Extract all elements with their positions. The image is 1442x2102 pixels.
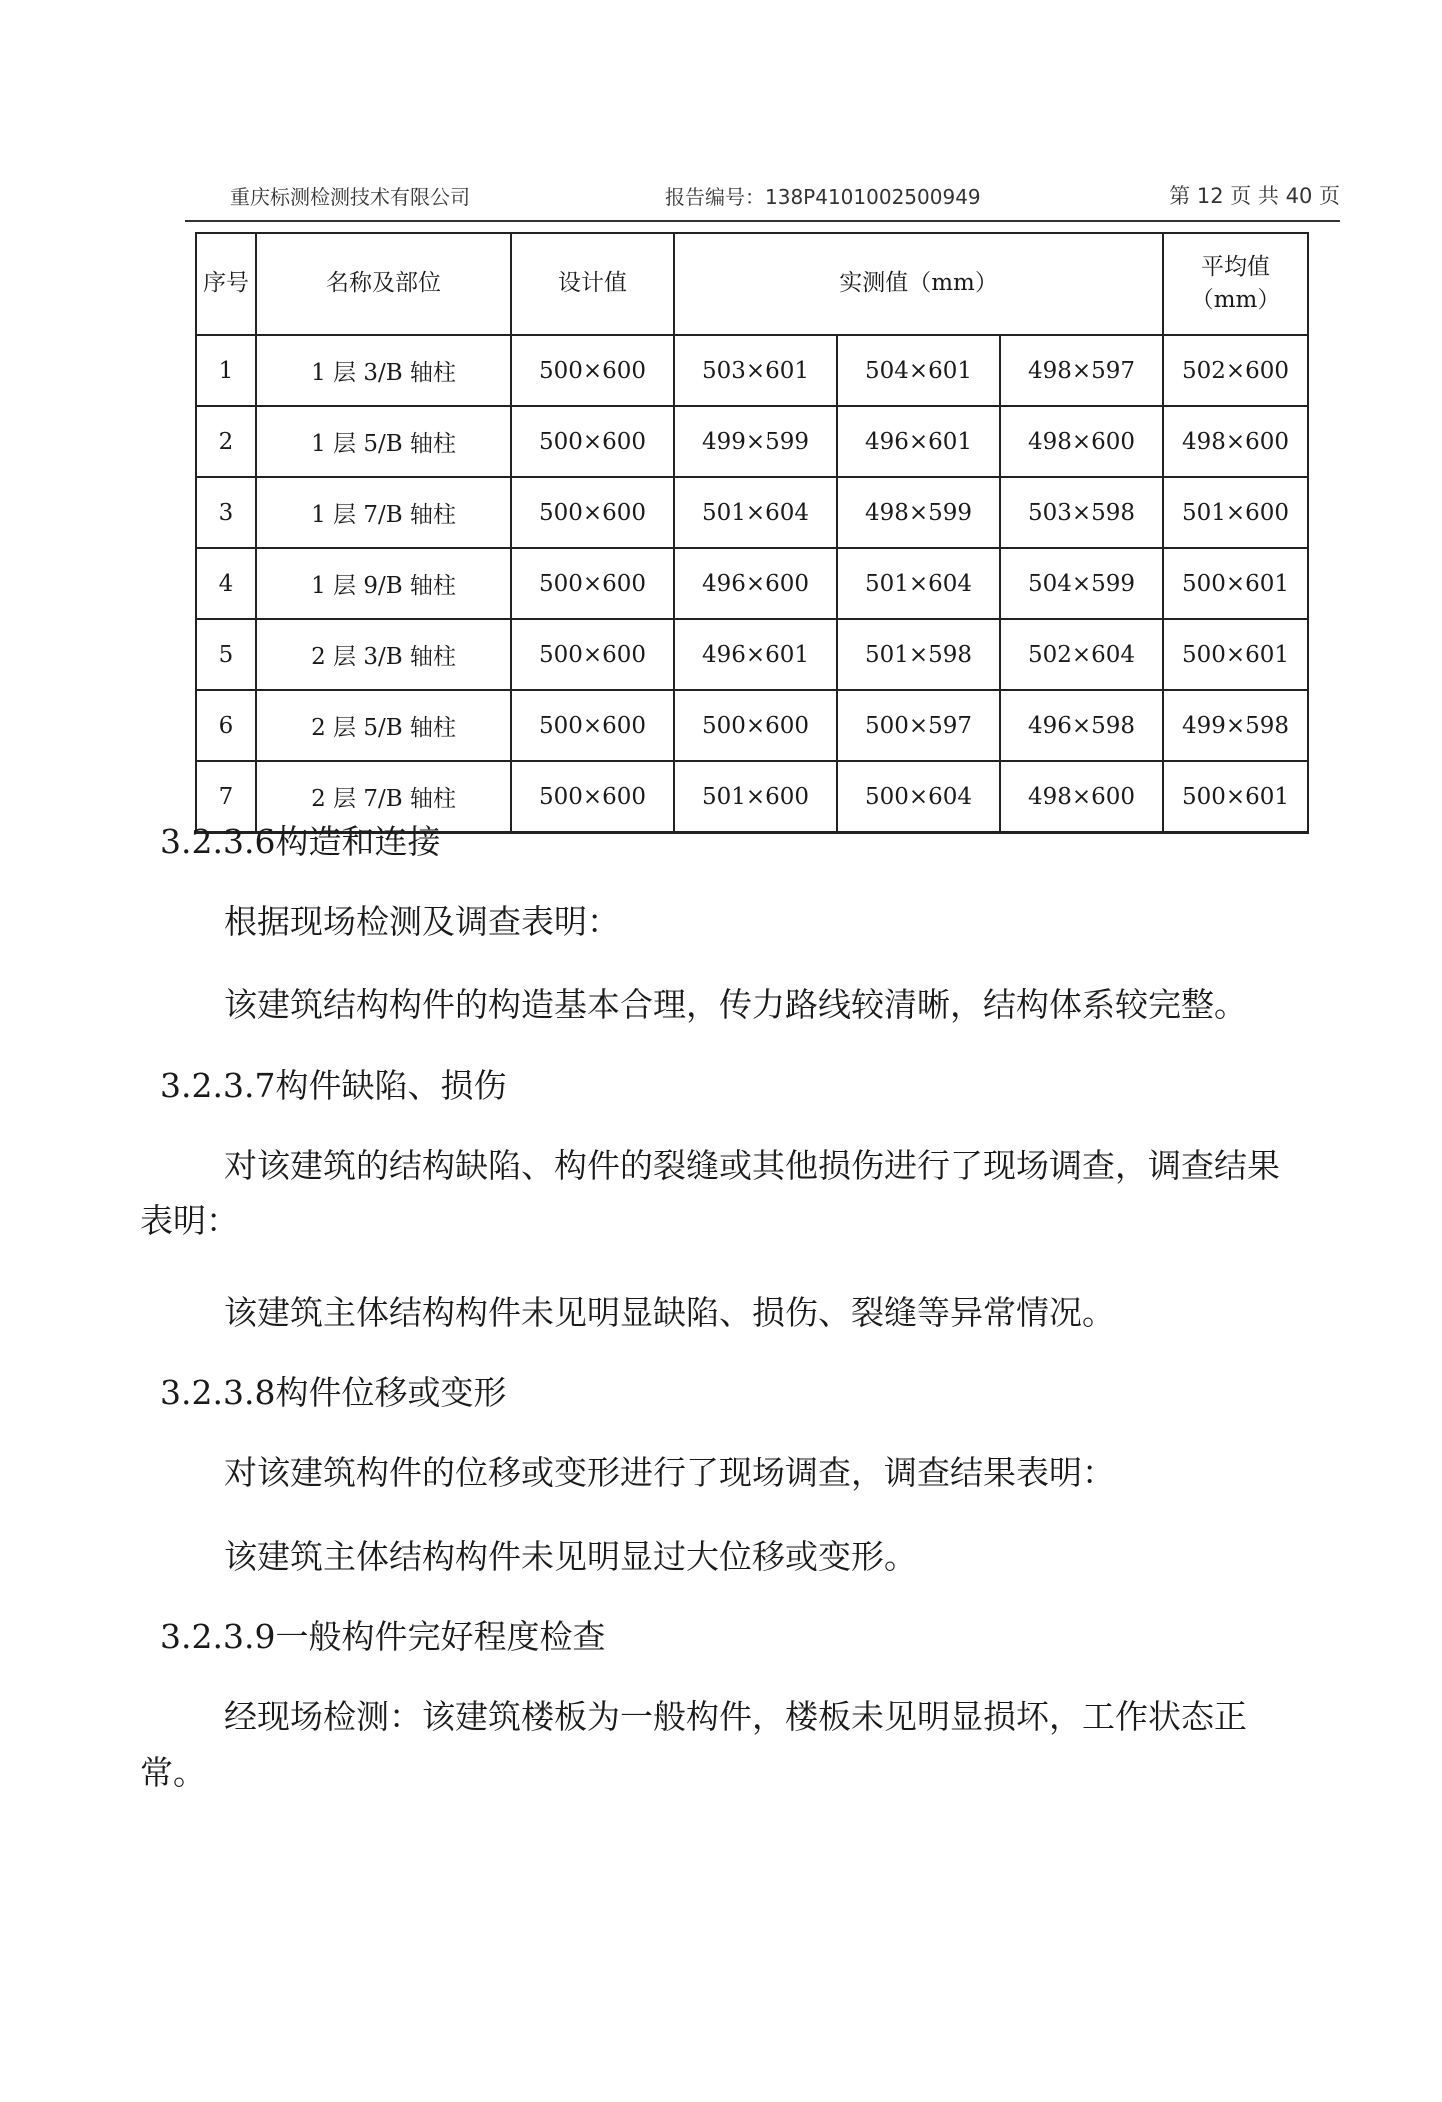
report-number: 报告编号：138P4101002500949 bbox=[665, 185, 981, 209]
report-body bbox=[140, 822, 1310, 1836]
header-average bbox=[1163, 233, 1308, 335]
cell-measured-1: 499×599 bbox=[674, 406, 837, 477]
cell-average: 500×601 bbox=[1163, 548, 1308, 619]
table-row bbox=[196, 406, 1308, 477]
section-title-3-2-3-6: 3.2.3.6构造和连接 bbox=[160, 822, 441, 861]
paragraph: 该建筑主体结构构件未见明显缺陷、损伤、裂缝等异常情况。 bbox=[224, 1292, 1115, 1332]
cell-name: 1 层 5/B 轴柱 bbox=[256, 406, 511, 477]
table-row bbox=[196, 619, 1308, 690]
cell-design: 500×600 bbox=[511, 619, 674, 690]
cell-name: 1 层 7/B 轴柱 bbox=[256, 477, 511, 548]
cell-seq: 7 bbox=[196, 761, 256, 833]
cell-measured-3: 496×598 bbox=[1000, 690, 1163, 761]
cell-measured-3: 503×598 bbox=[1000, 477, 1163, 548]
cell-measured-1: 496×601 bbox=[674, 619, 837, 690]
cell-average: 500×601 bbox=[1163, 619, 1308, 690]
cell-measured-1: 496×600 bbox=[674, 548, 837, 619]
cell-measured-2: 498×599 bbox=[837, 477, 1000, 548]
cell-measured-2: 501×598 bbox=[837, 619, 1000, 690]
section-title-3-2-3-7: 3.2.3.7构件缺陷、损伤 bbox=[160, 1065, 507, 1105]
header-average-line2: （mm） bbox=[1190, 287, 1281, 313]
cell-measured-3: 498×600 bbox=[1000, 406, 1163, 477]
paragraph: 经现场检测：该建筑楼板为一般构件，楼板未见明显损坏，工作状态正常。 bbox=[140, 1697, 1247, 1792]
cell-seq: 1 bbox=[196, 335, 256, 406]
measurement-table bbox=[195, 232, 1309, 834]
cell-average: 501×600 bbox=[1163, 477, 1308, 548]
cell-design: 500×600 bbox=[511, 335, 674, 406]
header-seq-label: 序号 bbox=[203, 270, 249, 297]
header-name: 名称及部位 bbox=[256, 233, 511, 335]
cell-design: 500×600 bbox=[511, 761, 674, 833]
paragraph: 该建筑结构构件的构造基本合理，传力路线较清晰，结构体系较完整。 bbox=[224, 985, 1247, 1025]
cell-measured-1: 503×601 bbox=[674, 335, 837, 406]
cell-name: 2 层 5/B 轴柱 bbox=[256, 690, 511, 761]
paragraph: 对该建筑构件的位移或变形进行了现场调查，调查结果表明： bbox=[224, 1453, 1115, 1493]
cell-design: 500×600 bbox=[511, 690, 674, 761]
cell-measured-2: 504×601 bbox=[837, 335, 1000, 406]
cell-design: 500×600 bbox=[511, 477, 674, 548]
page-number: 第 12 页 共 40 页 bbox=[1169, 184, 1340, 208]
cell-average: 500×601 bbox=[1163, 761, 1308, 833]
cell-measured-2: 500×604 bbox=[837, 761, 1000, 833]
cell-seq: 3 bbox=[196, 477, 256, 548]
cell-name: 1 层 9/B 轴柱 bbox=[256, 548, 511, 619]
header-seq bbox=[196, 233, 256, 335]
cell-seq: 5 bbox=[196, 619, 256, 690]
cell-seq: 2 bbox=[196, 406, 256, 477]
cell-measured-1: 500×600 bbox=[674, 690, 837, 761]
table-row bbox=[196, 335, 1308, 406]
cell-measured-3: 498×597 bbox=[1000, 335, 1163, 406]
cell-measured-2: 496×601 bbox=[837, 406, 1000, 477]
cell-seq: 4 bbox=[196, 548, 256, 619]
cell-measured-3: 502×604 bbox=[1000, 619, 1163, 690]
table-row bbox=[196, 477, 1308, 548]
header-average-line1: 平均值 bbox=[1201, 253, 1271, 280]
paragraph: 对该建筑的结构缺陷、构件的裂缝或其他损伤进行了现场调查，调查结果表明： bbox=[140, 1145, 1280, 1241]
header-measured: 实测值（mm） bbox=[674, 233, 1163, 335]
header-design: 设计值 bbox=[511, 233, 674, 335]
cell-name: 1 层 3/B 轴柱 bbox=[256, 335, 511, 406]
section-title-3-2-3-8: 3.2.3.8构件位移或变形 bbox=[160, 1373, 507, 1413]
table-row bbox=[196, 690, 1308, 761]
cell-name: 2 层 3/B 轴柱 bbox=[256, 619, 511, 690]
cell-measured-3: 504×599 bbox=[1000, 548, 1163, 619]
section-title-3-2-3-9: 3.2.3.9一般构件完好程度检查 bbox=[160, 1617, 606, 1657]
paragraph: 该建筑主体结构构件未见明显过大位移或变形。 bbox=[224, 1536, 917, 1576]
cell-measured-1: 501×600 bbox=[674, 761, 837, 833]
page-header bbox=[185, 170, 1340, 222]
cell-average: 499×598 bbox=[1163, 690, 1308, 761]
cell-measured-3: 498×600 bbox=[1000, 761, 1163, 833]
cell-design: 500×600 bbox=[511, 548, 674, 619]
table-header-row bbox=[196, 233, 1308, 335]
cell-design: 500×600 bbox=[511, 406, 674, 477]
table-row bbox=[196, 548, 1308, 619]
cell-average: 498×600 bbox=[1163, 406, 1308, 477]
cell-name: 2 层 7/B 轴柱 bbox=[256, 761, 511, 833]
company-name: 重庆标测检测技术有限公司 bbox=[230, 185, 470, 209]
cell-measured-2: 500×597 bbox=[837, 690, 1000, 761]
paragraph: 根据现场检测及调查表明： bbox=[224, 902, 620, 941]
cell-measured-2: 501×604 bbox=[837, 548, 1000, 619]
cell-average: 502×600 bbox=[1163, 335, 1308, 406]
cell-seq: 6 bbox=[196, 690, 256, 761]
cell-measured-1: 501×604 bbox=[674, 477, 837, 548]
